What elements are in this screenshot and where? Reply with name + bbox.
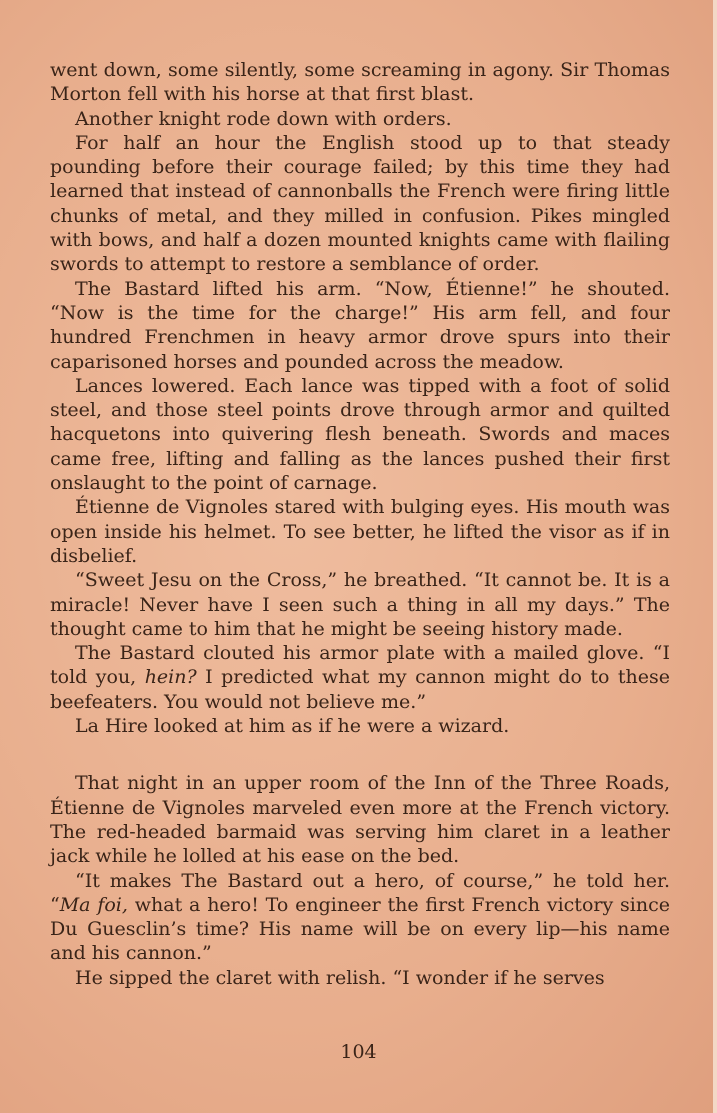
paragraph-2: Another knight rode down with orders. <box>75 107 452 130</box>
page-body <box>50 58 670 990</box>
paragraph-4: The Bastard lifted his arm. “Now, Étienne!” he shouted. “Now is the time for the charge!” His arm fell, and four hundred Frenchmen in heavy armor drove spurs into their caparisoned horses and pounded across the meadow. <box>50 277 670 373</box>
paragraph-8-text-b: I predicted what my cannon might do to these beefeaters. You would not believe me.” <box>50 666 670 713</box>
paragraph-8-text-a: The Bastard clouted his armor plate with a mailed glove. “I told you, <box>50 642 670 689</box>
page-edge <box>713 0 717 1113</box>
paragraph-9: La Hire looked at him as if he were a wizard. <box>75 715 510 738</box>
paragraph-11-text-b: what a hero! To engineer the first French victory since Du Guesclin’s time? His name will be on every lip—his name and his cannon.” <box>50 893 670 965</box>
page-number: 104 <box>340 1041 377 1063</box>
paragraph-12: He sipped the claret with relish. “I wonder if he serves <box>75 966 605 989</box>
paragraph-11-text-a: “It makes The Bastard out a hero, of course,” he told her. “ <box>50 869 670 916</box>
paragraph-8-italic: hein? <box>144 666 197 689</box>
section-break <box>50 738 670 771</box>
paragraph-6: Étienne de Vignoles stared with bulging eyes. His mouth was open inside his helmet. To see better, he lifted the visor as if in disbelief. <box>50 496 670 567</box>
paragraph-11 <box>50 869 670 966</box>
paragraph-7: “Sweet Jesu on the Cross,” he breathed. “It cannot be. It is a miracle! Never have I seen such a thing in all my days.” The thought came to him that he might be seeing history made. <box>50 569 670 640</box>
paragraph-3: For half an hour the English stood up to that steady pounding before their courage failed; by this time they had learned that instead of cannonballs the French were firing little chunks of metal, and they milled in confusion. Pikes mingled with bows, and half a dozen mounted knights came with flailing swords to attempt to restore a semblance of order. <box>50 131 670 276</box>
paragraph-5: Lances lowered. Each lance was tipped with a foot of solid steel, and those steel points drove through armor and quilted hacquetons into quivering flesh beneath. Swords and maces came free, lifting and falling as the lances pushed their first onslaught to the point of carnage. <box>50 374 670 495</box>
paragraph-11-italic: Ma foi, <box>59 893 128 916</box>
paragraph-1: went down, some silently, some screaming in agony. Sir Thomas Morton fell with his horse at that first blast. <box>50 59 670 106</box>
paragraph-10: That night in an upper room of the Inn of the Three Roads, Étienne de Vignoles marveled even more at the French victory. The red-headed barmaid was serving him claret in a leather jack while he lolled at his ease on the bed. <box>50 772 670 868</box>
paragraph-8 <box>50 641 670 714</box>
